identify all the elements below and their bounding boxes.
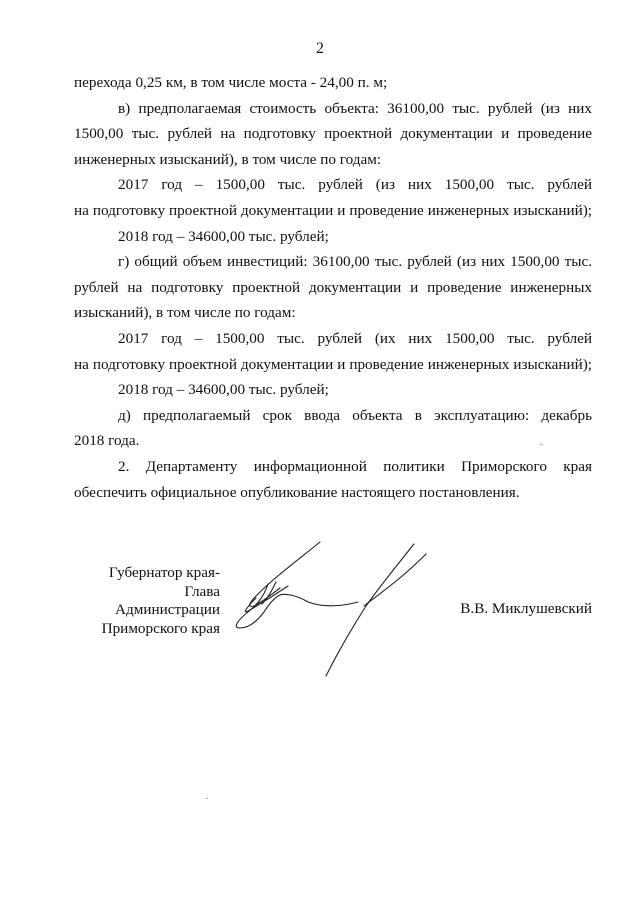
text-line: 2. Департаменту информационной политики Приморского края bbox=[118, 457, 592, 475]
text-line: изысканий), в том числе по годам: bbox=[74, 304, 296, 322]
signatory-name: В.В. Миклушевский bbox=[460, 600, 592, 617]
text-line: 2018 год – 34600,00 тыс. рублей; bbox=[118, 381, 329, 399]
scan-speck bbox=[540, 444, 542, 445]
text-line: 2017 год – 1500,00 тыс. рублей (их них 1500,00 тыс. рублей bbox=[118, 329, 592, 347]
signatory-title bbox=[80, 564, 220, 638]
text-line: 2017 год – 1500,00 тыс. рублей (из них 1500,00 тыс. рублей bbox=[118, 176, 592, 194]
text-line: инженерных изысканий), в том числе по годам: bbox=[74, 150, 382, 168]
signatory-title-line: Глава Администрации bbox=[115, 582, 220, 618]
document-body bbox=[74, 70, 592, 505]
text-line: на подготовку проектной документации и проведение инженерных изысканий); bbox=[74, 201, 592, 219]
handwritten-signature bbox=[228, 536, 448, 686]
text-line: перехода 0,25 км, в том числе моста - 24,00 п. м; bbox=[74, 74, 388, 91]
signatory-title-line: Губернатор края- bbox=[108, 564, 220, 581]
text-line: 2018 года. bbox=[74, 432, 140, 450]
text-line: д) предполагаемый срок ввода объекта в эксплуатацию: декабрь bbox=[118, 406, 592, 424]
text-line: в) предполагаемая стоимость объекта: 36100,00 тыс. рублей (из них bbox=[118, 99, 592, 117]
text-line: 2018 год – 34600,00 тыс. рублей; bbox=[118, 227, 329, 245]
text-line: на подготовку проектной документации и проведение инженерных изысканий); bbox=[74, 355, 592, 373]
signatory-title-line: Приморского края bbox=[101, 619, 220, 637]
text-line: рублей на подготовку проектной документации и проведение инженерных bbox=[74, 278, 592, 296]
text-line: г) общий объем инвестиций: 36100,00 тыс. рублей (из них 1500,00 тыс. bbox=[118, 253, 592, 271]
text-line: 1500,00 тыс. рублей на подготовку проектной документации и проведение bbox=[74, 125, 592, 143]
page-number: 2 bbox=[316, 40, 324, 57]
scan-speck bbox=[206, 798, 208, 799]
text-line: обеспечить официальное опубликование настоящего постановления. bbox=[74, 483, 520, 501]
